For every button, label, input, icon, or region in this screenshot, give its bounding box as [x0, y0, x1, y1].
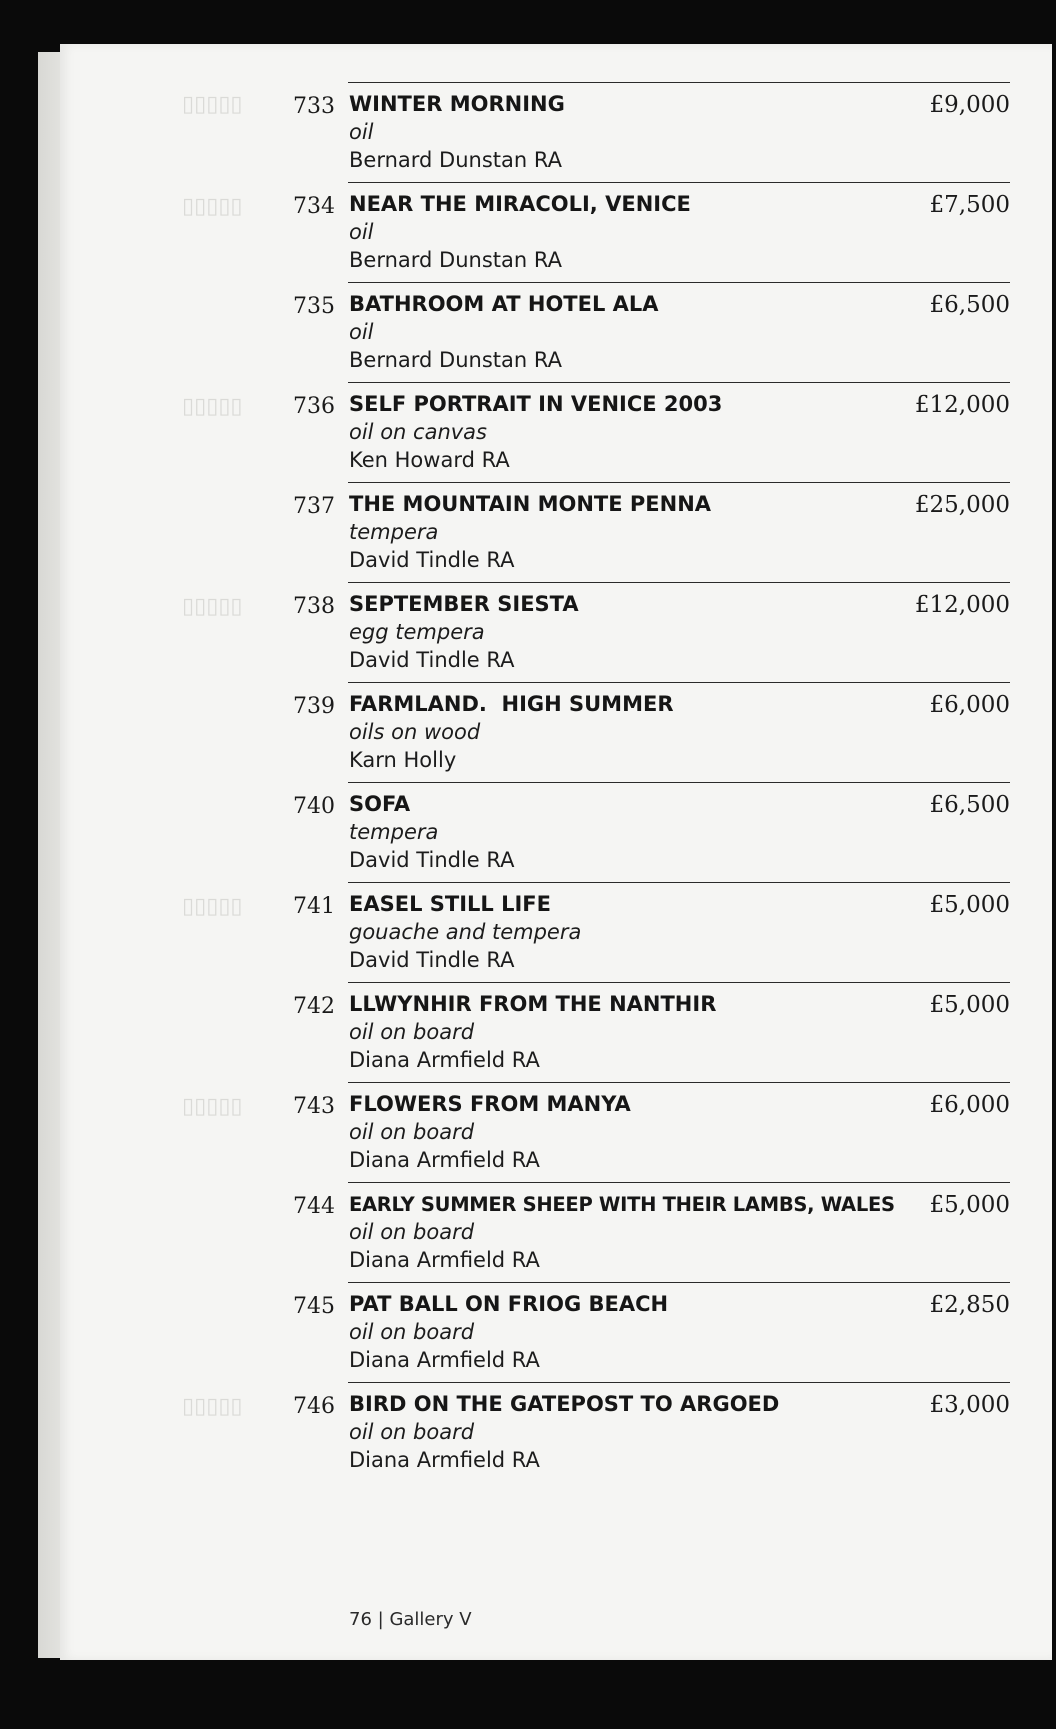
entry-medium: egg tempera	[349, 620, 485, 644]
entry-title: SEPTEMBER SIESTA	[349, 592, 579, 616]
entry-artist: Bernard Dunstan RA	[349, 348, 562, 372]
entry-artist: Bernard Dunstan RA	[349, 148, 562, 172]
entry-artist: Diana Armfield RA	[349, 1348, 540, 1372]
show-through-mark: ▯▯▯▯▯	[182, 92, 243, 117]
entry-number: 739	[293, 694, 335, 719]
entry-price: £25,000	[914, 492, 1010, 518]
entry-number: 744	[293, 1194, 335, 1219]
show-through-mark: ▯▯▯▯▯	[182, 1094, 243, 1119]
entry-price: £9,000	[929, 92, 1010, 118]
entry-price: £12,000	[914, 592, 1010, 618]
entry-price: £5,000	[929, 1192, 1010, 1218]
entry-medium: oil on board	[349, 1020, 475, 1044]
entry-price: £6,000	[929, 1092, 1010, 1118]
entry-number: 735	[293, 294, 335, 319]
entry-artist: Diana Armfield RA	[349, 1048, 540, 1072]
entry-medium: oil on board	[349, 1320, 475, 1344]
entry-artist: David Tindle RA	[349, 848, 515, 872]
section-name: Gallery V	[389, 1609, 472, 1630]
entry-title: THE MOUNTAIN MONTE PENNA	[349, 492, 712, 516]
entry-divider	[348, 1182, 1010, 1183]
show-through-mark: ▯▯▯▯▯	[182, 894, 243, 919]
entry-divider	[348, 1282, 1010, 1283]
catalogue-entry	[0, 382, 1056, 482]
entry-artist: Karn Holly	[349, 748, 457, 772]
entry-medium: oil on canvas	[349, 420, 487, 444]
entry-number: 745	[293, 1294, 335, 1319]
entry-medium: tempera	[349, 820, 439, 844]
entry-number: 734	[293, 194, 335, 219]
entry-title: BIRD ON THE GATEPOST TO ARGOED	[349, 1392, 780, 1416]
entry-title: SOFA	[349, 792, 411, 816]
entry-divider	[348, 282, 1010, 283]
show-through-mark: ▯▯▯▯▯	[182, 1394, 243, 1419]
catalogue-entry	[0, 782, 1056, 882]
entry-medium: oil on board	[349, 1220, 475, 1244]
entry-number: 746	[293, 1394, 335, 1419]
entry-medium: oil	[349, 220, 374, 244]
entry-divider	[348, 1382, 1010, 1383]
entry-number: 740	[293, 794, 335, 819]
entry-price: £7,500	[929, 192, 1010, 218]
entry-price: £5,000	[929, 892, 1010, 918]
entry-number: 741	[293, 894, 335, 919]
entry-title: WINTER MORNING	[349, 92, 565, 116]
entry-title: BATHROOM AT HOTEL ALA	[349, 292, 659, 316]
entry-price: £6,500	[929, 292, 1010, 318]
entry-medium: oil on board	[349, 1120, 475, 1144]
entry-artist: Ken Howard RA	[349, 448, 510, 472]
entry-number: 737	[293, 494, 335, 519]
entry-divider	[348, 82, 1010, 83]
entry-title: PAT BALL ON FRIOG BEACH	[349, 1292, 669, 1316]
entry-title: SELF PORTRAIT IN VENICE 2003	[349, 392, 723, 416]
entry-divider	[348, 482, 1010, 483]
catalogue-entry	[0, 1382, 1056, 1482]
entry-title: EARLY SUMMER SHEEP WITH THEIR LAMBS, WALES	[349, 1193, 895, 1216]
catalogue-entry	[0, 82, 1056, 182]
entry-divider	[348, 782, 1010, 783]
catalogue-entry	[0, 682, 1056, 782]
entry-number: 738	[293, 594, 335, 619]
entry-medium: oils on wood	[349, 720, 481, 744]
entry-price: £6,000	[929, 692, 1010, 718]
entry-divider	[348, 1082, 1010, 1083]
entry-artist: David Tindle RA	[349, 948, 515, 972]
entry-artist: David Tindle RA	[349, 648, 515, 672]
catalogue-entry	[0, 182, 1056, 282]
entry-title: NEAR THE MIRACOLI, VENICE	[349, 192, 691, 216]
entry-price: £3,000	[929, 1392, 1010, 1418]
show-through-mark: ▯▯▯▯▯	[182, 194, 243, 219]
show-through-mark: ▯▯▯▯▯	[182, 594, 243, 619]
entry-medium: oil on board	[349, 1420, 475, 1444]
entry-divider	[348, 582, 1010, 583]
catalogue-entry	[0, 582, 1056, 682]
entry-number: 733	[293, 94, 335, 119]
entry-artist: Diana Armfield RA	[349, 1248, 540, 1272]
catalogue-entry	[0, 882, 1056, 982]
footer-separator: |	[377, 1609, 384, 1630]
entry-medium: oil	[349, 120, 374, 144]
catalogue-entry	[0, 282, 1056, 382]
entry-medium: tempera	[349, 520, 439, 544]
entry-price: £12,000	[914, 392, 1010, 418]
entry-price: £2,850	[929, 1292, 1010, 1318]
catalogue-entry	[0, 1182, 1056, 1282]
entry-price: £6,500	[929, 792, 1010, 818]
entry-title: LLWYNHIR FROM THE NANTHIR	[349, 992, 717, 1016]
entry-artist: Diana Armfield RA	[349, 1148, 540, 1172]
entry-title: FARMLAND. HIGH SUMMER	[349, 692, 674, 716]
entry-medium: gouache and tempera	[349, 920, 582, 944]
entry-title: FLOWERS FROM MANYA	[349, 1092, 631, 1116]
entry-divider	[348, 382, 1010, 383]
show-through-mark: ▯▯▯▯▯	[182, 394, 243, 419]
entry-artist: David Tindle RA	[349, 548, 515, 572]
entry-divider	[348, 882, 1010, 883]
entry-artist: Bernard Dunstan RA	[349, 248, 562, 272]
catalogue-entry	[0, 1082, 1056, 1182]
entry-divider	[348, 982, 1010, 983]
entry-divider	[348, 682, 1010, 683]
catalogue-entry	[0, 982, 1056, 1082]
entry-title: EASEL STILL LIFE	[349, 892, 551, 916]
page-number: 76	[349, 1609, 372, 1630]
entry-number: 743	[293, 1094, 335, 1119]
entry-medium: oil	[349, 320, 374, 344]
catalogue-entry	[0, 482, 1056, 582]
entry-number: 742	[293, 994, 335, 1019]
entry-number: 736	[293, 394, 335, 419]
catalogue-entry	[0, 1282, 1056, 1382]
entry-artist: Diana Armfield RA	[349, 1448, 540, 1472]
entry-price: £5,000	[929, 992, 1010, 1018]
entry-divider	[348, 182, 1010, 183]
page-footer	[349, 1609, 472, 1630]
